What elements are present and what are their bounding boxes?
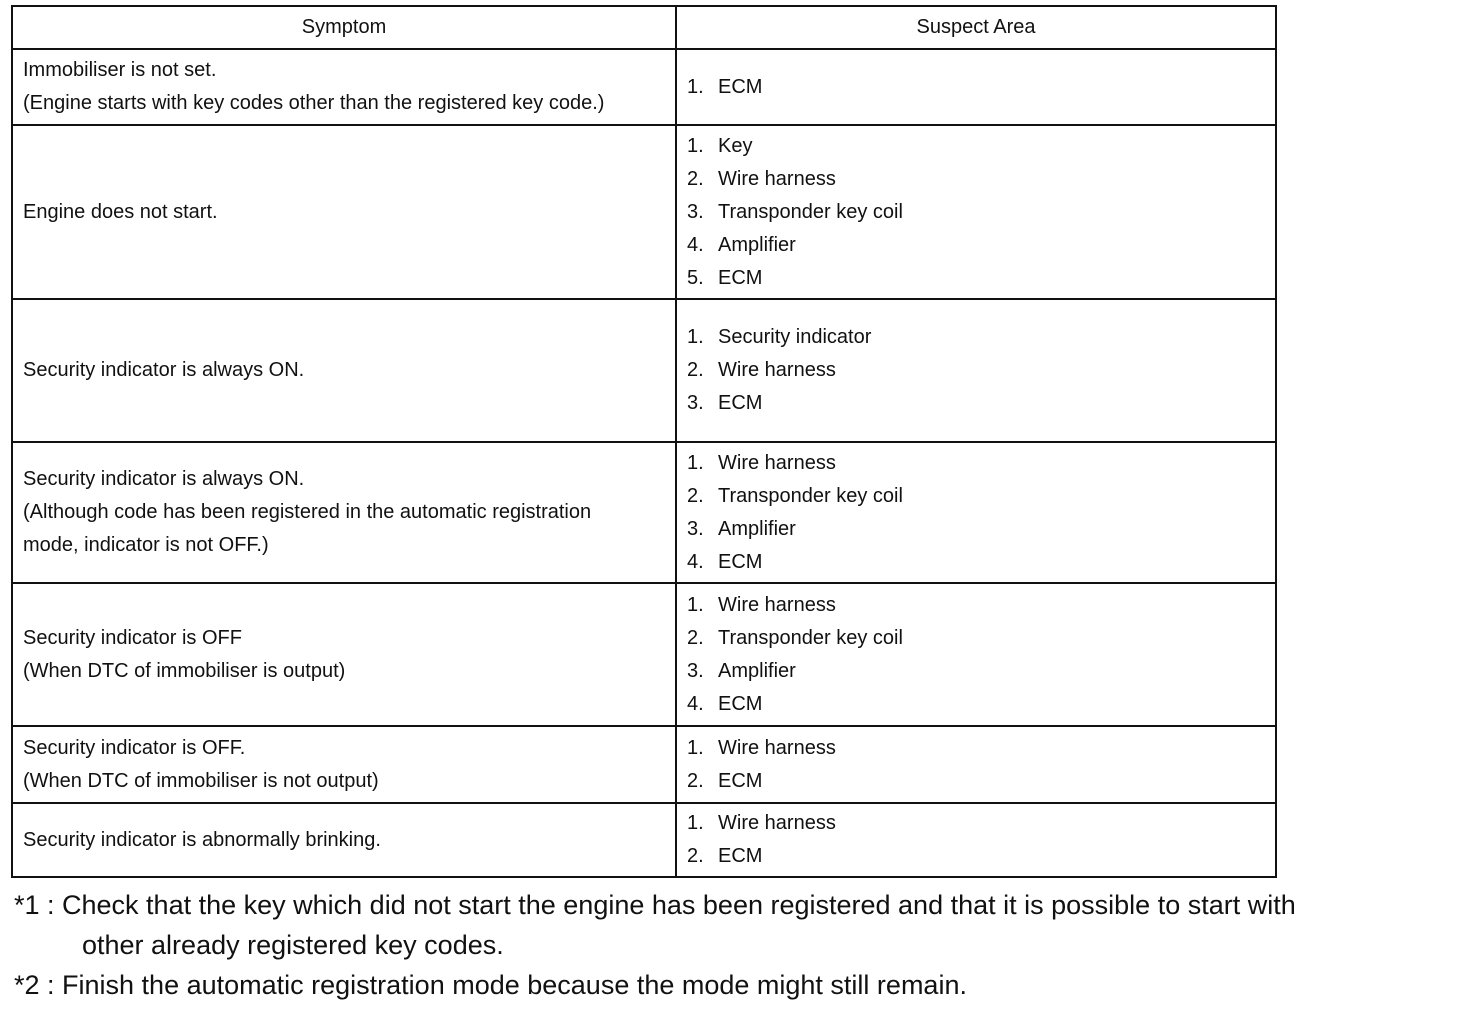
item-label: Amplifier [718, 233, 796, 256]
suspect-area-cell [676, 583, 1276, 726]
item-label: ECM [718, 692, 763, 715]
item-label: ECM [718, 266, 763, 289]
suspect-area-item [687, 354, 1265, 387]
item-number: 3. [687, 517, 704, 540]
item-label: Wire harness [718, 736, 836, 759]
symptom-cell [12, 726, 676, 803]
suspect-area-item [687, 589, 1265, 622]
item-number: 2. [687, 769, 704, 792]
suspect-area-item [687, 732, 1265, 765]
symptom-cell [12, 49, 676, 125]
footnote-2 [14, 965, 1464, 1005]
item-label: ECM [718, 769, 763, 792]
suspect-area-item [687, 807, 1265, 840]
table-row [12, 125, 1276, 299]
item-number: 2. [687, 359, 704, 381]
item-label: ECM [718, 845, 763, 867]
symptom-cell [12, 125, 676, 299]
suspect-area-cell [676, 726, 1276, 803]
item-label: Wire harness [718, 812, 836, 834]
suspect-area-item [687, 513, 1265, 546]
item-number: 5. [687, 266, 704, 289]
symptom-text: (When DTC of immobiliser is output) [23, 659, 346, 682]
symptom-text: (Engine starts with key codes other than the registered key code.) [23, 92, 605, 114]
item-number: 1. [687, 812, 704, 834]
item-label: Security indicator [718, 326, 872, 348]
suspect-area-item [687, 447, 1265, 480]
item-number: 1. [687, 134, 704, 157]
item-label: Key [718, 134, 753, 157]
suspect-area-cell [676, 125, 1276, 299]
suspect-area-list [687, 71, 1265, 104]
table-row [12, 726, 1276, 803]
symptom-text: (Although code has been registered in the automatic registration [23, 501, 592, 523]
table-row [12, 442, 1276, 583]
table-header-row [12, 6, 1276, 49]
symptom-text: Engine does not start. [23, 200, 218, 223]
symptom-text: Immobiliser is not set. [23, 59, 217, 81]
item-label: ECM [718, 550, 763, 573]
symptom-text: mode, indicator is not OFF.) [23, 534, 269, 556]
suspect-area-cell [676, 299, 1276, 442]
table-row [12, 583, 1276, 726]
item-label: ECM [718, 75, 763, 98]
symptom-text: Security indicator is abnormally brinking. [23, 828, 381, 851]
header-symptom: Symptom [12, 6, 676, 49]
item-label: ECM [718, 392, 763, 414]
suspect-area-cell [676, 442, 1276, 583]
suspect-area-cell [676, 49, 1276, 125]
item-label: Wire harness [718, 359, 836, 381]
suspect-area-item [687, 163, 1265, 196]
suspect-area-list [687, 321, 1265, 420]
suspect-area-item [687, 262, 1265, 295]
item-label: Transponder key coil [718, 484, 903, 507]
item-number: 3. [687, 392, 704, 414]
suspect-area-item [687, 387, 1265, 420]
suspect-area-list [687, 130, 1265, 295]
suspect-area-list [687, 807, 1265, 873]
item-label: Amplifier [718, 517, 796, 540]
suspect-area-item [687, 71, 1265, 104]
symptom-text: (When DTC of immobiliser is not output) [23, 769, 379, 792]
suspect-area-list [687, 447, 1265, 579]
item-number: 2. [687, 845, 704, 867]
item-label: Wire harness [718, 593, 836, 616]
symptom-cell [12, 442, 676, 583]
suspect-area-list [687, 732, 1265, 798]
suspect-area-item [687, 688, 1265, 721]
footnotes [14, 885, 1464, 1005]
item-number: 2. [687, 167, 704, 190]
footnote-1-continuation: other already registered key codes. [82, 930, 504, 960]
symptom-text: Security indicator is always ON. [23, 468, 305, 490]
item-number: 4. [687, 692, 704, 715]
item-number: 3. [687, 200, 704, 223]
suspect-area-item [687, 765, 1265, 798]
footnote-1-text: *1 : Check that the key which did not start the engine has been registered and that it is possible to start with [14, 890, 1296, 920]
header-suspect-area: Suspect Area [676, 6, 1276, 49]
suspect-area-item [687, 321, 1265, 354]
suspect-area-item [687, 546, 1265, 579]
symptom-cell [12, 803, 676, 877]
item-number: 2. [687, 626, 704, 649]
trouble-table [11, 5, 1277, 878]
suspect-area-item [687, 196, 1265, 229]
symptom-text: Security indicator is always ON. [23, 359, 305, 381]
suspect-area-item [687, 840, 1265, 873]
item-number: 2. [687, 484, 704, 507]
item-number: 1. [687, 326, 704, 348]
footnote-1 [14, 885, 1464, 965]
item-number: 4. [687, 550, 704, 573]
item-number: 1. [687, 593, 704, 616]
table-row [12, 49, 1276, 125]
item-label: Transponder key coil [718, 626, 903, 649]
item-label: Amplifier [718, 659, 796, 682]
item-number: 1. [687, 451, 704, 474]
footnote-2-text: *2 : Finish the automatic registration mode because the mode might still remain. [14, 970, 967, 1000]
item-number: 3. [687, 659, 704, 682]
item-number: 1. [687, 75, 704, 98]
suspect-area-list [687, 589, 1265, 721]
table-row [12, 299, 1276, 442]
symptom-text: Security indicator is OFF. [23, 736, 246, 759]
item-number: 4. [687, 233, 704, 256]
symptom-text: Security indicator is OFF [23, 626, 242, 649]
suspect-area-item [687, 655, 1265, 688]
table-row [12, 803, 1276, 877]
symptom-cell [12, 583, 676, 726]
item-label: Wire harness [718, 451, 836, 474]
item-label: Transponder key coil [718, 200, 903, 223]
suspect-area-item [687, 130, 1265, 163]
suspect-area-item [687, 229, 1265, 262]
suspect-area-item [687, 622, 1265, 655]
suspect-area-item [687, 480, 1265, 513]
item-number: 1. [687, 736, 704, 759]
item-label: Wire harness [718, 167, 836, 190]
suspect-area-cell [676, 803, 1276, 877]
symptom-cell [12, 299, 676, 442]
